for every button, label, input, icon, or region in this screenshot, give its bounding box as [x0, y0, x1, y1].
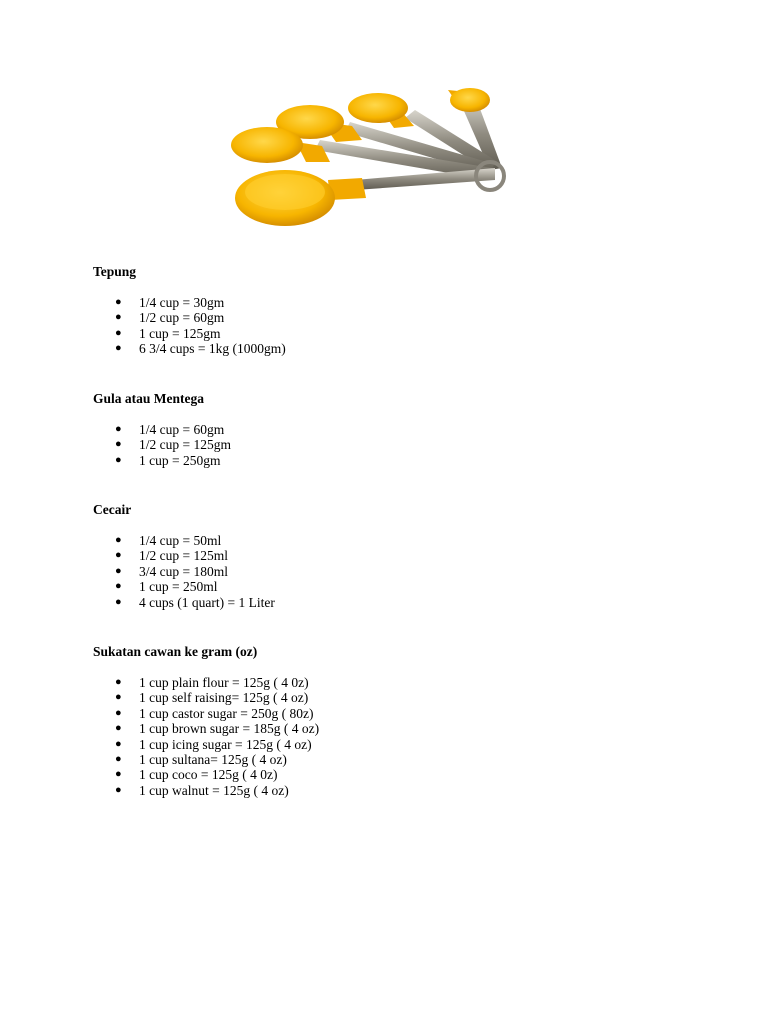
bullet-icon: ●	[115, 768, 122, 781]
list-item: ● 1 cup = 250gm	[115, 452, 221, 468]
bullet-icon: ●	[115, 564, 122, 577]
section-cecair	[93, 502, 693, 610]
list-item: ● 1 cup icing sugar = 125g ( 4 oz)	[115, 736, 312, 752]
bullet-icon: ●	[115, 752, 122, 765]
bullet-icon: ●	[115, 423, 122, 435]
list-item: ● 1 cup coco = 125g ( 4 0z)	[115, 767, 278, 783]
bullet-icon: ●	[115, 676, 122, 688]
list-item: ● 1/4 cup = 50ml	[115, 533, 222, 548]
list-item: ● 1/2 cup = 125ml	[115, 548, 228, 564]
list-item: ● 1 cup walnut = 125g ( 4 oz)	[115, 782, 289, 798]
list-item: ● 1 cup plain flour = 125g ( 4 0z)	[115, 675, 309, 690]
list-item: ● 1/2 cup = 60gm	[115, 310, 225, 326]
bullet-icon: ●	[115, 549, 122, 562]
list-item: ● 1/4 cup = 60gm	[115, 422, 225, 437]
list-item: ● 3/4 cup = 180ml	[115, 563, 228, 579]
list-item: ● 6 3/4 cups = 1kg (1000gm)	[115, 341, 286, 357]
section-tepung	[93, 264, 693, 357]
conversion-list	[93, 422, 693, 468]
list-item: ● 1 cup = 125gm	[115, 325, 221, 341]
bullet-icon: ●	[115, 311, 122, 324]
bullet-icon: ●	[115, 737, 122, 750]
bullet-icon: ●	[115, 453, 122, 466]
list-item: ● 1/4 cup = 30gm	[115, 295, 225, 310]
bullet-icon: ●	[115, 342, 122, 355]
list-item: ● 1 cup self raising= 125g ( 4 oz)	[115, 690, 309, 706]
section-heading: Sukatan cawan ke gram (oz)	[93, 644, 258, 659]
bullet-icon: ●	[115, 296, 122, 308]
bullet-icon: ●	[115, 706, 122, 719]
bullet-icon: ●	[115, 580, 122, 593]
bullet-icon: ●	[115, 534, 122, 546]
list-item: ● 1 cup castor sugar = 250g ( 80z)	[115, 705, 314, 721]
section-gula-atau-mentega	[93, 391, 693, 468]
measuring-spoons-image	[190, 80, 580, 240]
list-item: ● 4 cups (1 quart) = 1 Liter	[115, 594, 275, 610]
conversion-list	[93, 295, 693, 357]
list-item: ● 1 cup brown sugar = 185g ( 4 oz)	[115, 721, 320, 737]
list-item: ● 1/2 cup = 125gm	[115, 437, 231, 453]
bullet-icon: ●	[115, 783, 122, 796]
bullet-icon: ●	[115, 691, 122, 704]
bullet-icon: ●	[115, 326, 122, 339]
conversion-list	[93, 533, 693, 610]
bullet-icon: ●	[115, 438, 122, 451]
bullet-icon: ●	[115, 595, 122, 608]
section-heading: Tepung	[93, 264, 137, 279]
list-item: ● 1 cup = 250ml	[115, 579, 218, 595]
section-heading: Cecair	[93, 502, 132, 517]
conversion-list	[93, 675, 693, 798]
bullet-icon: ●	[115, 722, 122, 735]
section-sukatan-cawan	[93, 644, 693, 798]
section-heading: Gula atau Mentega	[93, 391, 204, 406]
list-item: ● 1 cup sultana= 125g ( 4 oz)	[115, 751, 287, 767]
